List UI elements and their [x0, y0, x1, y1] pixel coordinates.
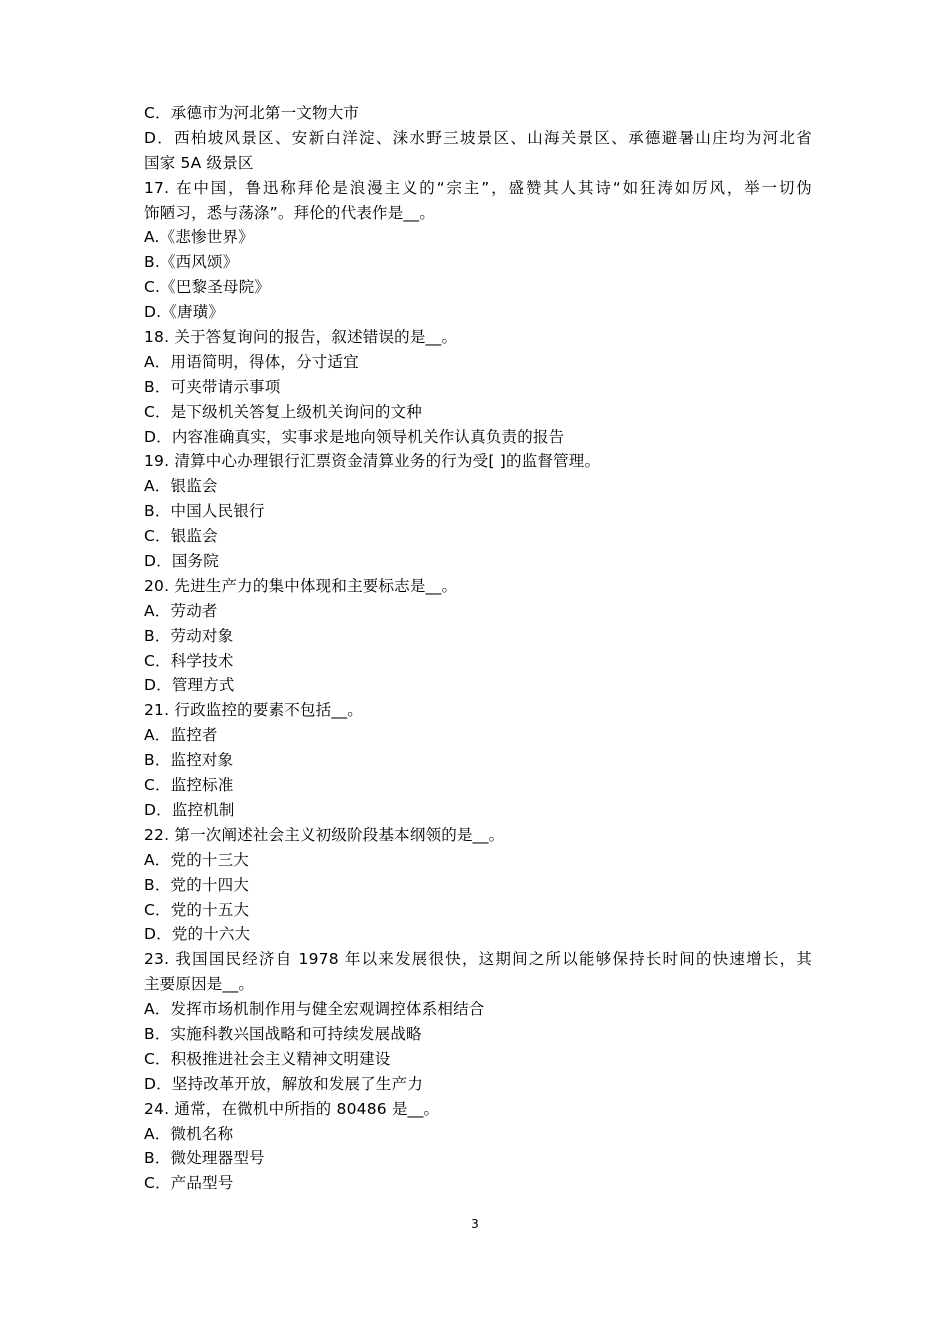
text-line-option: D．管理方式 — [144, 676, 235, 695]
text-line-option: B．可夹带请示事项 — [144, 377, 281, 396]
question-21: 21. 行政监控的要素不包括__。 — [144, 701, 363, 720]
question-17: 17. 在中国，鲁迅称拜伦是浪漫主义的“宗主”，盛赞其人其诗“如狂涛如厉风，举一切伪 — [144, 178, 812, 197]
text-line-option: B．实施科教兴国战略和可持续发展战略 — [144, 1024, 422, 1043]
text-line-option: D．监控机制 — [144, 800, 235, 819]
text-line-option: D．坚持改革开放，解放和发展了生产力 — [144, 1074, 424, 1093]
text-line-option: C.《巴黎圣母院》 — [144, 278, 271, 297]
text-line-option: D.《唐璜》 — [144, 303, 225, 322]
text-line-option: A．发挥市场机制作用与健全宏观调控体系相结合 — [144, 1000, 485, 1019]
text-line-option: C．是下级机关答复上级机关询问的文种 — [144, 402, 422, 421]
text-line-option: B.《西风颂》 — [144, 253, 239, 272]
text-line-option: B．党的十四大 — [144, 875, 250, 894]
question-23: 23. 我国国民经济自 1978 年以来发展很快，这期间之所以能够保持长时间的快速增长，其 — [144, 950, 812, 969]
text-line-option: C．党的十五大 — [144, 900, 250, 919]
text-line-option: A．微机名称 — [144, 1124, 234, 1143]
text-line-option: D．西柏坡风景区、安新白洋淀、涞水野三坡景区、山海关景区、承德避暑山庄均为河北省 — [144, 128, 812, 147]
text-line-option: C．监控标准 — [144, 776, 234, 795]
page-content — [144, 101, 812, 1196]
text-line-continuation: 主要原因是__。 — [144, 975, 255, 994]
text-line-option: C．产品型号 — [144, 1174, 234, 1193]
text-line-option: A．劳动者 — [144, 601, 218, 620]
question-19: 19. 清算中心办理银行汇票资金清算业务的行为受[ ]的监督管理。 — [144, 452, 601, 471]
text-line-option: C．积极推进社会主义精神文明建设 — [144, 1049, 391, 1068]
question-22: 22. 第一次阐述社会主义初级阶段基本纲领的是__。 — [144, 825, 505, 844]
text-line-option: D．党的十六大 — [144, 925, 251, 944]
text-line-continuation: 国家 5A 级景区 — [144, 153, 254, 172]
text-line-option: C．科学技术 — [144, 651, 234, 670]
question-20: 20. 先进生产力的集中体现和主要标志是__。 — [144, 576, 458, 595]
text-line-option: D．内容准确真实，实事求是地向领导机关作认真负责的报告 — [144, 427, 565, 446]
text-line-option: A．银监会 — [144, 477, 218, 496]
text-line-option: A．用语简明，得体，分寸适宜 — [144, 352, 359, 371]
text-line-option: A．党的十三大 — [144, 850, 250, 869]
text-line-option: B．微处理器型号 — [144, 1149, 265, 1168]
question-24: 24. 通常，在微机中所指的 80486 是__。 — [144, 1099, 440, 1118]
page-number: 3 — [471, 1217, 479, 1231]
text-line-option: B．中国人民银行 — [144, 502, 265, 521]
text-line-continuation: 饰陋习，悉与荡涤”。拜伦的代表作是__。 — [144, 203, 436, 222]
text-line-option: A.《悲惨世界》 — [144, 228, 254, 247]
text-line-option: C．银监会 — [144, 527, 218, 546]
text-line-option: A．监控者 — [144, 726, 218, 745]
text-line-option: B．劳动对象 — [144, 626, 234, 645]
text-line-option: B．监控对象 — [144, 751, 234, 770]
text-line-option: D．国务院 — [144, 552, 219, 571]
text-line-option: C．承德市为河北第一文物大市 — [144, 104, 360, 122]
question-18: 18. 关于答复询问的报告，叙述错误的是__。 — [144, 328, 458, 347]
